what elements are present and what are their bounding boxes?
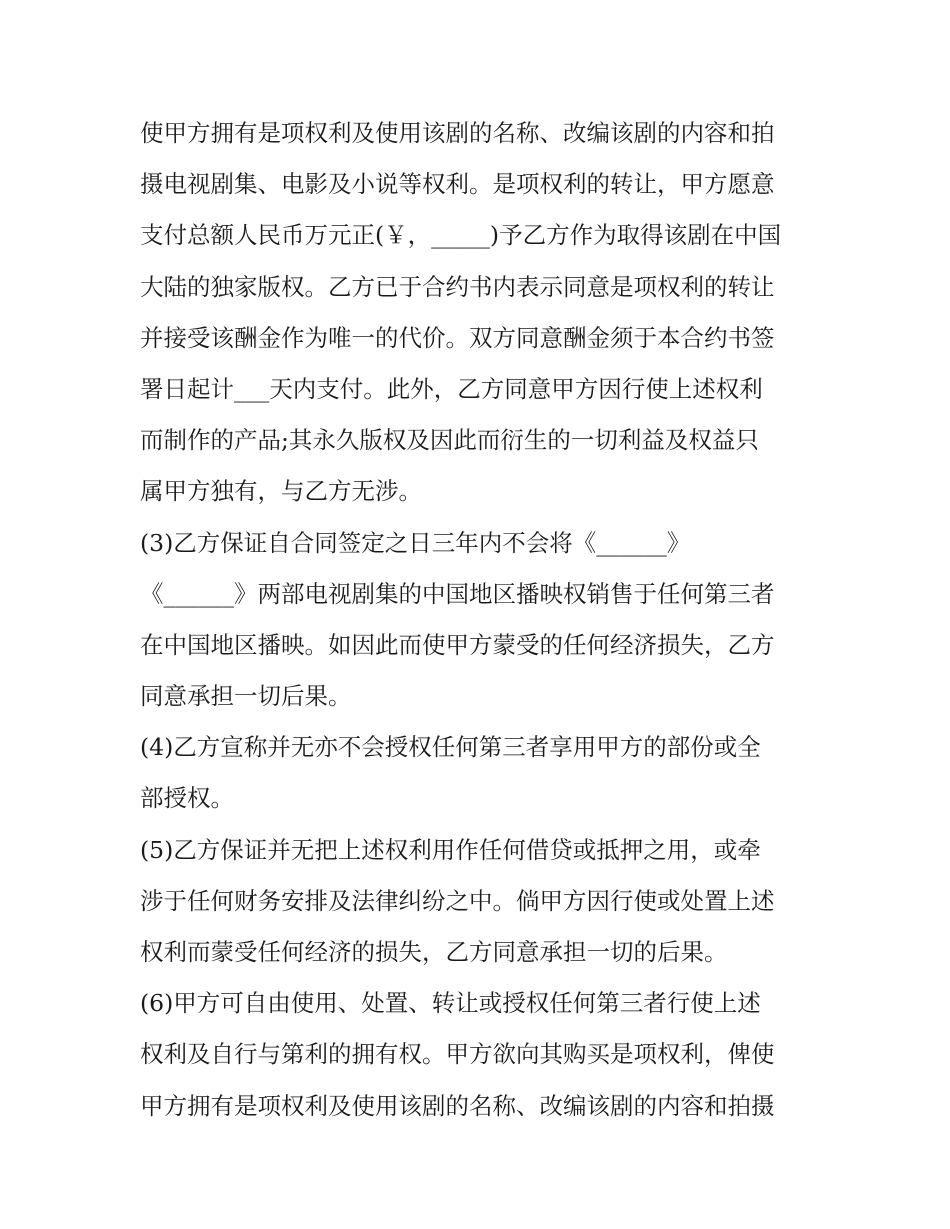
text-line: 大陆的独家版权。乙方已于合约书内表示同意是项权利的转让	[140, 272, 775, 301]
text-line: 属甲方独有，与乙方无涉。	[140, 477, 422, 506]
text-line: 而制作的产品;其永久版权及因此而衍生的一切利益及权益只	[140, 426, 759, 455]
text-line: 同意承担一切后果。	[140, 682, 352, 711]
clause-6-line: (6)甲方可自由使用、处置、转让或授权任何第三者行使上述	[140, 989, 761, 1018]
clause-3-line: (3)乙方保证自合同签定之日三年内不会将《______》	[140, 528, 691, 557]
text-line: 权利而蒙受任何经济的损失，乙方同意承担一切的后果。	[140, 938, 728, 966]
document-body	[140, 108, 820, 1132]
text-line: 摄电视剧集、电影及小说等权利。是项权利的转让，甲方愿意	[140, 170, 775, 199]
text-line: 使甲方拥有是项权利及使用该剧的名称、改编该剧的内容和拍	[140, 119, 775, 147]
text-line: 支付总额人民币万元正(￥，_____)予乙方作为取得该剧在中国	[140, 221, 782, 250]
text-line: 在中国地区播映。如因此而使甲方蒙受的任何经济损失，乙方	[140, 630, 775, 659]
text-line: 署日起计___天内支付。此外，乙方同意甲方因行使上述权利	[140, 374, 763, 403]
text-line: 部授权。	[140, 784, 234, 813]
clause-4-line: (4)乙方宣称并无亦不会授权任何第三者享用甲方的部份或全	[140, 733, 761, 762]
clause-5-line: (5)乙方保证并无把上述权利用作任何借贷或抵押之用，或牵	[140, 835, 761, 864]
text-line: 甲方拥有是项权利及使用该剧的名称、改编该剧的内容和拍摄	[140, 1091, 775, 1120]
text-line: 权利及自行与第利的拥有权。甲方欲向其购买是项权利，俾使	[140, 1040, 775, 1069]
text-line: 并接受该酬金作为唯一的代价。双方同意酬金须于本合约书签	[140, 323, 775, 352]
text-line: 涉于任何财务安排及法律纠纷之中。倘甲方因行使或处置上述	[140, 886, 775, 915]
text-line: 《______》两部电视剧集的中国地区播映权销售于任何第三者	[140, 579, 775, 608]
